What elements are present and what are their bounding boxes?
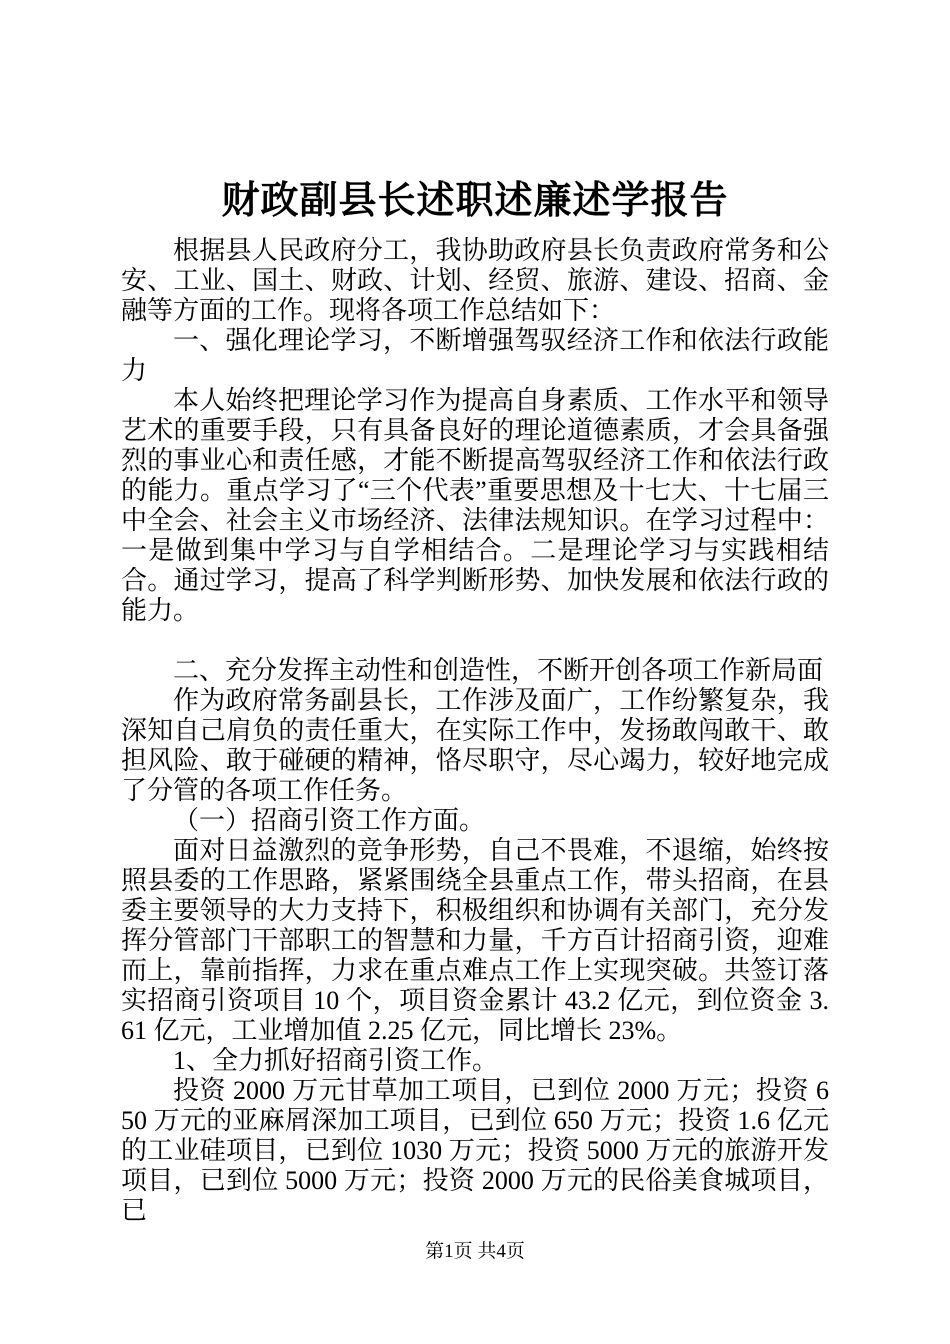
subsection-heading-investment: （一）招商引资工作方面。 <box>173 806 486 835</box>
page-number-footer: 第1页 共4页 <box>425 1241 525 1262</box>
paragraph-investment-results: 面对日益激烈的竞争形势，自己不畏难，不退缩，始终按照县委的工作思路，紧紧围绕全县重点工作，带头招商，在县委主要领导的大力支持下，积极组织和协调有关部门，充分发挥分管部门干部职工的智慧和力量，千方百计招商引资，迎难而上，靠前指挥，力求在重点难点工作上实现突破。共签订落实招商引资项目 10 个，项目资金累计 43.2 亿元，到位资金 3.61 亿元，工业增加值 2.25 亿元，同比增长 23%。 <box>121 836 829 1045</box>
document-content <box>121 178 829 1226</box>
paragraph-theory-study: 本人始终把理论学习作为提高自身素质、工作水平和领导艺术的重要手段，只有具备良好的理论道德素质，才会具备强烈的事业心和责任感，才能不断提高驾驭经济工作和依法行政的能力。重点学习了“三个代表”重要思想及十七大、十七届三中全会、社会主义市场经济、法律法规知识。在学习过程中：一是做到集中学习与自学相结合。二是理论学习与实践相结合。通过学习，提高了科学判断形势、加快发展和依法行政的能力。 <box>121 386 829 625</box>
section-heading-1: 一、强化理论学习，不断增强驾驭经济工作和依法行政能力 <box>121 326 829 385</box>
paragraph-duties: 作为政府常务副县长，工作涉及面广，工作纷繁复杂，我深知自己肩负的责任重大，在实际工作中，发扬敢闯敢干、敢担风险、敢于碰硬的精神，恪尽职守，尽心竭力，较好地完成了分管的各项工作任务。 <box>121 686 829 805</box>
blank-line <box>121 626 829 656</box>
subsection-heading-projects: 1、全力抓好招商引资工作。 <box>173 1046 499 1075</box>
document-title: 财政副县长述职述廉述学报告 <box>221 180 729 222</box>
paragraph-intro: 根据县人民政府分工，我协助政府县长负责政府常务和公安、工业、国土、财政、计划、经贸、旅游、建设、招商、金融等方面的工作。现将各项工作总结如下： <box>121 236 829 325</box>
paragraph-project-list: 投资 2000 万元甘草加工项目，已到位 2000 万元；投资 650 万元的亚麻屑深加工项目，已到位 650 万元；投资 1.6 亿元的工业硅项目，已到位 1030 万元；投资 5000 万元的旅游开发项目，已到位 5000 万元；投资 2000 万元的民俗美食城项目，已 <box>121 1076 829 1225</box>
section-heading-2: 二、充分发挥主动性和创造性，不断开创各项工作新局面 <box>173 656 824 685</box>
